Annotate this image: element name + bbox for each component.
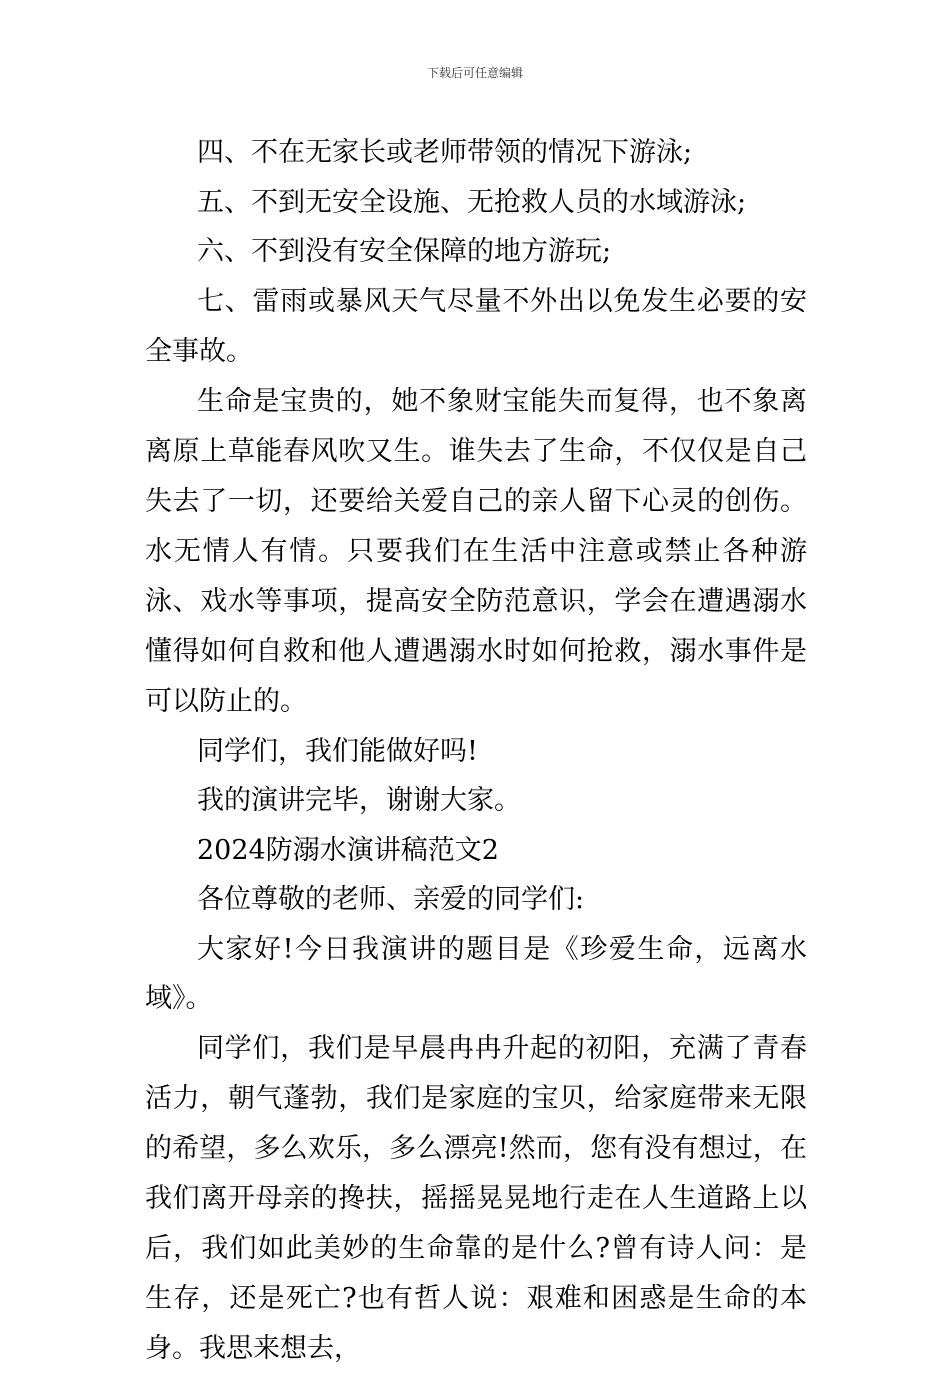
paragraph-topic: 大家好!今日我演讲的题目是《珍爱生命，远离水域》。: [145, 933, 807, 1014]
page-header: 下载后可任意编辑: [426, 66, 523, 80]
paragraph-speech-body: 同学们，我们是早晨冉冉升起的初阳，充满了青春活力，朝气蓬勃，我们是家庭的宝贝，给家庭带来无限的希望，多么欢乐，多么漂亮!然而，您有没有想过，在我们离开母亲的搀扶，摇摇晃晃地行走在人生道路上以后，我们如此美妙的生命靠的是什么?曾有诗人问：是生存，还是死亡?也有哲人说：艰难和困惑是生命的本身。我思来想去，: [145, 1032, 807, 1364]
paragraph-thanks: 我的演讲完毕，谢谢大家。: [197, 785, 521, 816]
document-body: [145, 128, 807, 1374]
paragraph-rule-4: 四、不在无家长或老师带领的情况下游泳;: [197, 137, 693, 168]
paragraph-life-precious: 生命是宝贵的，她不象财宝能失而复得，也不象离离原上草能春风吹又生。谁失去了生命，不仅仅是自己失去了一切，还要给关爱自己的亲人留下心灵的创伤。水无情人有情。只要我们在生活中注意或禁止各种游泳、戏水等事项，提高安全防范意识，学会在遭遇溺水懂得如何自救和他人遭遇溺水时如何抢救，溺水事件是可以防止的。: [145, 385, 807, 717]
paragraph-rule-7: 七、雷雨或暴风天气尽量不外出以免发生必要的安全事故。: [145, 285, 807, 367]
section-title: 2024防溺水演讲稿范文2: [197, 834, 499, 866]
paragraph-can-we: 同学们，我们能做好吗!: [197, 735, 478, 767]
paragraph-rule-5: 五、不到无安全设施、无抢救人员的水域游泳;: [197, 186, 747, 218]
paragraph-rule-6: 六、不到没有安全保障的地方游玩;: [197, 236, 612, 267]
paragraph-greeting: 各位尊敬的老师、亲爱的同学们:: [197, 884, 585, 915]
